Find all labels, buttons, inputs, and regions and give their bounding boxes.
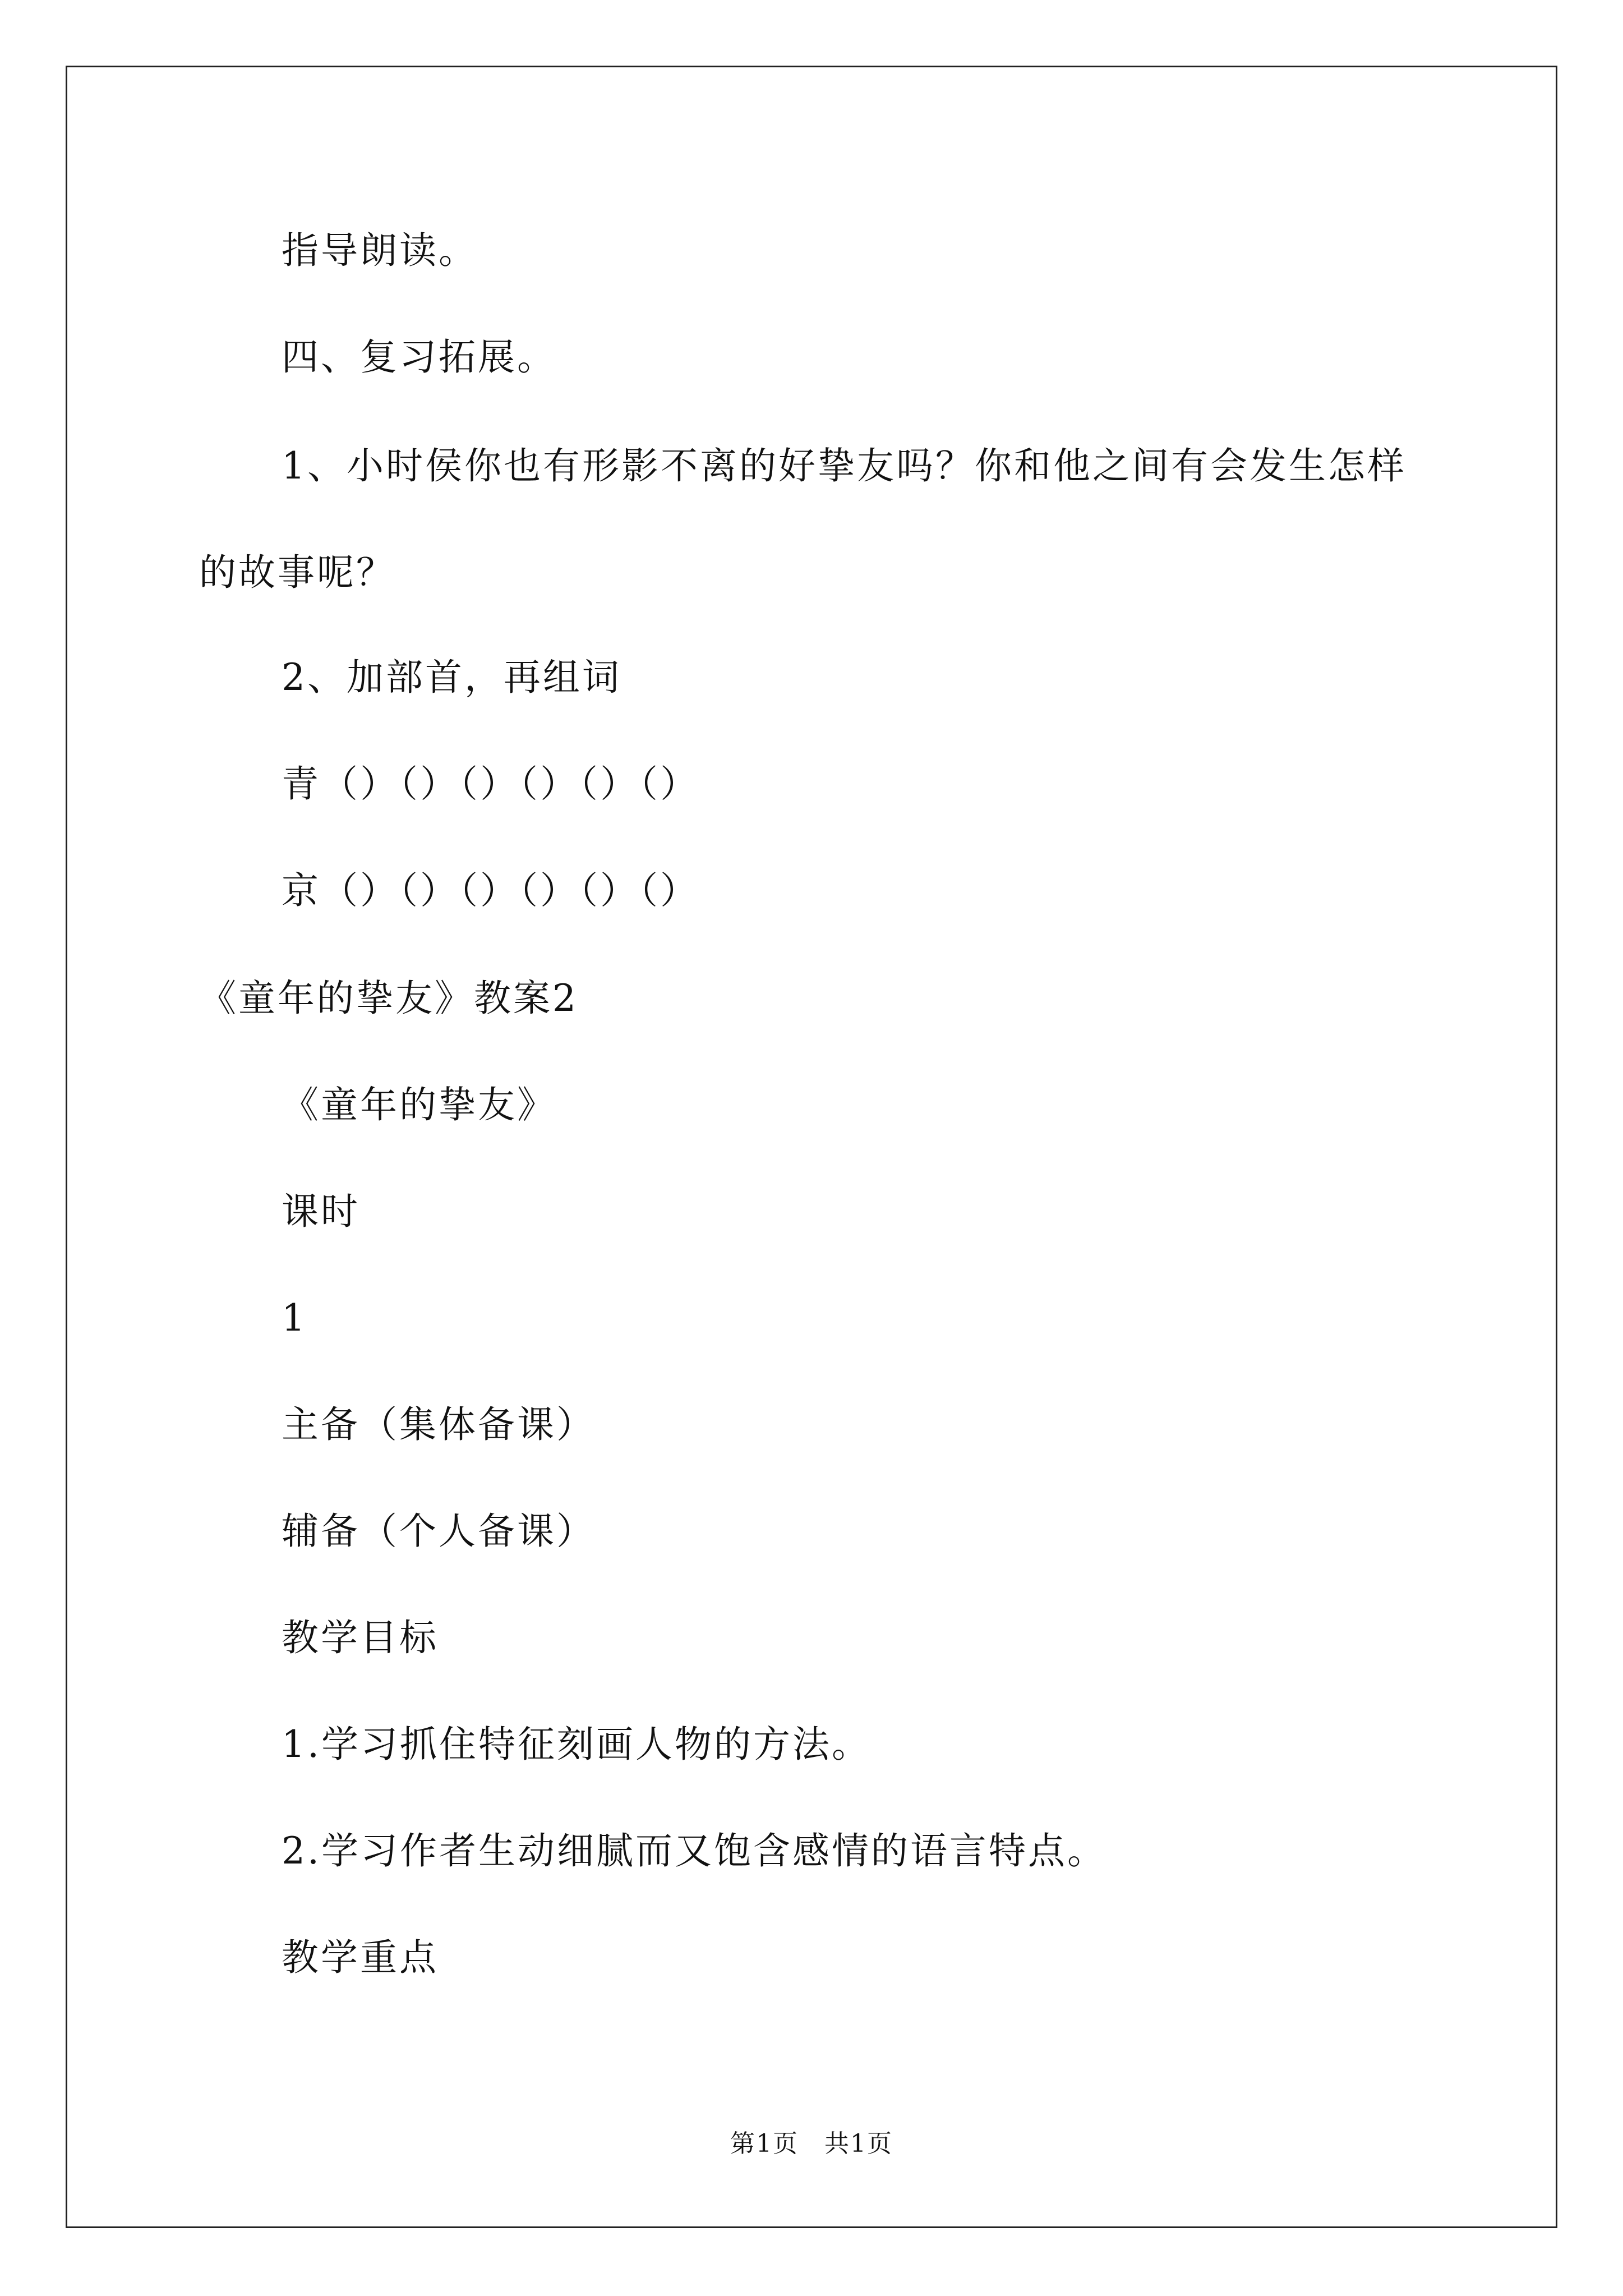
page-border bbox=[66, 66, 1557, 2228]
text-line: 的故事呢？ bbox=[199, 551, 395, 594]
section-heading: 教学目标 bbox=[282, 1616, 439, 1659]
list-item: 1.学习抓住特征刻画人物的方法。 bbox=[282, 1723, 871, 1766]
section-heading: 四、复习拓展。 bbox=[282, 335, 556, 379]
exercise-line: 青（）（）（）（）（）（） bbox=[282, 762, 699, 806]
lesson-title: 《童年的挚友》 bbox=[282, 1083, 556, 1126]
text-line: 1、小时侯你也有形影不离的好挚友吗？你和他之间有会发生怎样 bbox=[282, 444, 1407, 487]
text-line: 主备（集体备课） bbox=[282, 1403, 596, 1446]
exercise-line: 京（）（）（）（）（）（） bbox=[282, 869, 699, 912]
text-line: 课时 bbox=[282, 1190, 360, 1233]
page-footer: 第1页 共1页 bbox=[730, 2129, 893, 2158]
list-item: 2.学习作者生动细腻而又饱含感情的语言特点。 bbox=[282, 1829, 1106, 1872]
text-line: 1 bbox=[282, 1296, 307, 1340]
text-line: 指导朗读。 bbox=[282, 229, 478, 272]
section-heading: 教学重点 bbox=[282, 1936, 439, 1979]
document-title: 《童年的挚友》教案2 bbox=[199, 977, 578, 1020]
text-line: 辅备（个人备课） bbox=[282, 1510, 596, 1553]
text-line: 2、加部首，再组词 bbox=[282, 656, 621, 699]
